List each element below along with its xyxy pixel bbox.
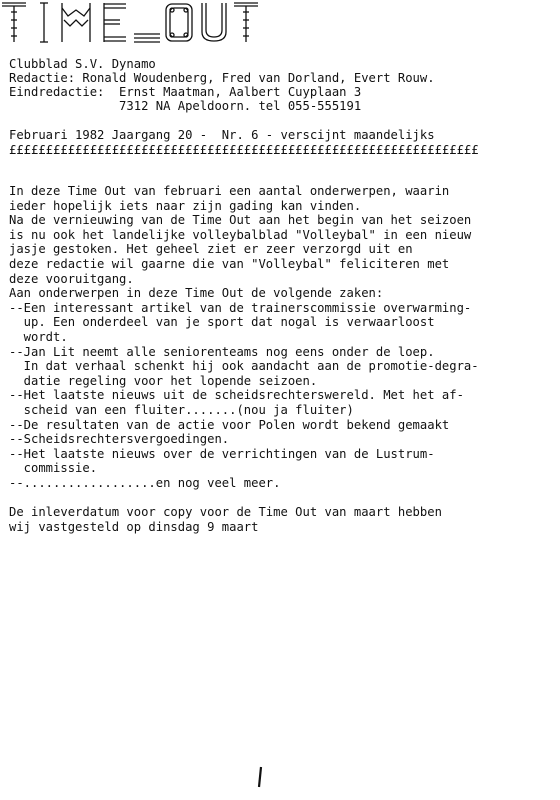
body-line: --Het laatste nieuws over de verrichtingen van de Lustrum- <box>9 446 435 461</box>
body-line: --Scheidsrechtersvergoedingen. <box>9 432 230 447</box>
chief-editor-line: Eindredactie: Ernst Maatman, Aalbert Cuyplaan 3 <box>9 85 362 99</box>
address-line: 7312 NA Apeldoorn. tel 055-555191 <box>9 99 362 113</box>
body-line: wij vastgesteld op dinsdag 9 maart <box>9 519 259 534</box>
article-body <box>9 184 479 534</box>
time-out-logo <box>0 0 310 44</box>
body-line: --Een interessant artikel van de trainerscommissie overwarming- <box>9 300 472 315</box>
body-line: jasje gestoken. Het geheel ziet er zeer verzorgd uit en <box>9 242 413 257</box>
pound-divider: ££££££££££££££££££££££££££££££££££££££££££££££££££££££££££££££££ <box>9 143 479 157</box>
body-line: datie regeling voor het lopende seizoen. <box>9 373 318 388</box>
body-line: --Jan Lit neemt alle seniorenteams nog eens onder de loep. <box>9 344 435 359</box>
body-line: In dat verhaal schenkt hij ook aandacht aan de promotie-degra- <box>9 359 479 374</box>
body-line: up. Een onderdeel van je sport dat nogal is verwaarloost <box>9 315 435 330</box>
body-line: --De resultaten van de actie voor Polen wordt bekend gemaakt <box>9 417 450 432</box>
body-line: is nu ook het landelijke volleybalblad "Volleybal" in een nieuw <box>9 227 472 242</box>
club-name: Clubblad S.V. Dynamo <box>9 57 156 71</box>
body-line: deze redactie wil gaarne die van "Volleybal" feliciteren met <box>9 256 450 271</box>
body-line: scheid van een fluiter.......(nou ja fluiter) <box>9 402 354 417</box>
stray-pen-mark <box>257 766 263 788</box>
editors-line: Redactie: Ronald Woudenberg, Fred van Dorland, Evert Rouw. <box>9 71 435 85</box>
body-line: Na de vernieuwing van de Time Out aan het begin van het seizoen <box>9 213 472 228</box>
body-line: ieder hopelijk iets naar zijn gading kan vinden. <box>9 198 362 213</box>
body-line: Aan onderwerpen in deze Time Out de volgende zaken: <box>9 286 384 301</box>
body-line: deze vooruitgang. <box>9 271 134 286</box>
body-line: De inleverdatum voor copy voor de Time Out van maart hebben <box>9 505 442 520</box>
body-line <box>9 490 479 505</box>
body-line: wordt. <box>9 329 68 344</box>
body-line: --..................en nog veel meer. <box>9 475 281 490</box>
body-line: --Het laatste nieuws uit de scheidsrechterswereld. Met het af- <box>9 388 464 403</box>
body-line: commissie. <box>9 461 98 476</box>
body-line: In deze Time Out van februari een aantal onderwerpen, waarin <box>9 184 450 198</box>
issue-line: Februari 1982 Jaargang 20 - Nr. 6 - verscijnt maandelijks <box>9 128 435 142</box>
